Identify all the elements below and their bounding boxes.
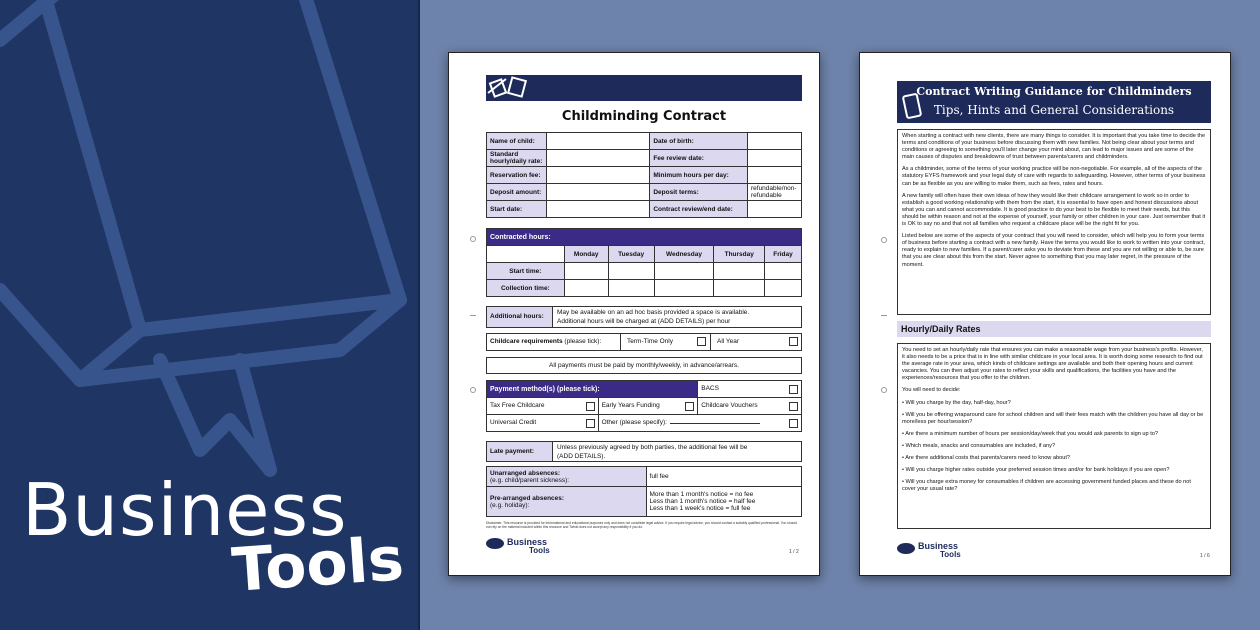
payment-checkbox[interactable] bbox=[789, 419, 798, 428]
intro-box bbox=[897, 129, 1211, 315]
footer-logo-tools: Tools bbox=[940, 550, 961, 559]
intro-paragraph: Listed below are some of the aspects of your contract that you will need to consider, which will help you to form your terms of business before starting a contract with a new family. Have the terms you would like to work to written into your contract, ready to explain to new families. If a parent/carer asks you to deviate from these and you are not willing or able to, be sure that you are clear about this from the start. Never agree to something that you may later regret, in the pressure of the moment. bbox=[902, 233, 1206, 268]
additional-hours-box bbox=[486, 306, 802, 328]
absences-table bbox=[486, 466, 802, 517]
field-label: Deposit amount: bbox=[487, 184, 547, 201]
footer-logo-business: Business bbox=[507, 537, 548, 547]
start-time-label: Start time: bbox=[487, 263, 565, 280]
payments-note: All payments must be paid by monthly/weekly, in advance/arrears. bbox=[486, 357, 802, 374]
fold-mark bbox=[881, 315, 887, 316]
punch-hole bbox=[881, 237, 887, 243]
punch-hole bbox=[470, 387, 476, 393]
field-value[interactable] bbox=[747, 201, 801, 218]
rates-paragraph: You need to set an hourly/daily rate that ensures you can make a reasonable wage from your business's profits. However, it also needs to be a price that is in line with similar childcare in your local area. It is worth doing some research to find out the average rate in your area, which kinds of childcare settings are available and both their opening hours and current vacancies. You can then adjust your rates to reflect your skills and qualifications, the facilities you have and the experiences/resources that you offer to the children. bbox=[902, 347, 1203, 382]
time-cell[interactable] bbox=[564, 263, 608, 280]
brand-tools-text: Tools bbox=[229, 524, 406, 606]
time-cell[interactable] bbox=[765, 263, 802, 280]
payment-checkbox[interactable] bbox=[685, 402, 694, 411]
details-row bbox=[487, 201, 802, 218]
time-cell[interactable] bbox=[765, 280, 802, 297]
field-label: Fee review date: bbox=[650, 150, 748, 167]
unarranged-value: full fee bbox=[646, 467, 801, 487]
payment-option-label: Universal Credit bbox=[490, 418, 537, 426]
details-row bbox=[487, 133, 802, 150]
field-label: Minimum hours per day: bbox=[650, 167, 748, 184]
logo-icon bbox=[486, 538, 504, 549]
punch-hole bbox=[881, 387, 887, 393]
time-cell[interactable] bbox=[654, 263, 714, 280]
day-header: Tuesday bbox=[608, 246, 654, 263]
late-payment-text-2: (ADD DETAILS). bbox=[557, 453, 606, 460]
field-label: Contract review/end date: bbox=[650, 201, 748, 218]
field-value[interactable] bbox=[747, 133, 801, 150]
payment-checkbox[interactable] bbox=[789, 385, 798, 394]
day-header: Friday bbox=[765, 246, 802, 263]
field-label: Reservation fee: bbox=[487, 167, 547, 184]
page-number: 1 / 6 bbox=[1200, 553, 1210, 559]
intro-paragraph: A new family will often have their own ideas of how they would like their childcare arrangement to work so in order to establish a good working relationship with them from the start, it is essential to have open and honest discussions about what you can and cannot accommodate. It is good practice to do your best to be flexible to meet their needs, but this should be within reason and not at the expense of yourself, your family or other children in your care. Just remember that it is OK to say no and that not all families who request a childcare place will be the right fit for you. bbox=[902, 192, 1206, 228]
punch-hole bbox=[470, 236, 476, 242]
rates-bullet: • Will you charge by the day, half-day, hour? bbox=[902, 399, 1011, 406]
field-label: Standard hourly/daily rate: bbox=[487, 150, 547, 167]
details-row bbox=[487, 167, 802, 184]
unarranged-label: Unarranged absences: bbox=[490, 469, 561, 477]
late-payment-text-1: Unless previously agreed by both parties, the additional fee will be bbox=[557, 444, 748, 451]
time-cell[interactable] bbox=[714, 280, 765, 297]
payment-option-label: Other (please specify): bbox=[601, 418, 667, 426]
payment-option-label: Early Years Funding bbox=[601, 401, 660, 409]
all-year-checkbox[interactable] bbox=[789, 337, 798, 346]
field-value[interactable] bbox=[546, 133, 649, 150]
rates-bullet: • Which meals, snacks and consumables are included, if any? bbox=[902, 442, 1056, 449]
documents-icon bbox=[486, 75, 546, 101]
time-cell[interactable] bbox=[714, 263, 765, 280]
requirements-label: Childcare requirements bbox=[490, 338, 563, 345]
unarranged-sub: (e.g. child/parent sickness): bbox=[490, 476, 570, 484]
late-payment-box bbox=[486, 441, 802, 462]
payment-option-label: Tax Free Childcare bbox=[490, 401, 545, 409]
all-year-label: All Year bbox=[717, 338, 740, 345]
late-payment-label: Late payment: bbox=[487, 442, 553, 461]
intro-paragraph: When starting a contract with new clients, there are many things to consider. It is important that you take time to decide the terms and conditions of your business before discussing them with new families. Not being clear about your terms and conditions or agreeing to something you'll later change your mind about, can lead to major issues and are some of the main causes of disputes and breakdowns of trust between parents/carers and childminders. bbox=[902, 133, 1206, 161]
time-cell[interactable] bbox=[608, 280, 654, 297]
brand-business-text: Business bbox=[22, 468, 348, 552]
prearranged-value: More than 1 month's notice = no fee bbox=[649, 491, 754, 498]
field-label: Start date: bbox=[487, 201, 547, 218]
payment-checkbox[interactable] bbox=[586, 402, 595, 411]
intro-paragraph: As a childminder, some of the terms of your working practice will be non-negotiable. For example, all of the aspects of the statutory EYFS framework and your legal duty of care with regards to safeguarding. However, other terms of your business can be as flexible as you are willing to make them, such as fees, rates and hours. bbox=[902, 166, 1206, 187]
guidance-subtitle: Tips, Hints and General Considerations bbox=[933, 103, 1175, 117]
requirements-box bbox=[486, 333, 802, 351]
guidance-page bbox=[859, 52, 1231, 576]
hours-title: Contracted hours: bbox=[487, 229, 802, 246]
field-value[interactable] bbox=[546, 201, 649, 218]
time-cell[interactable] bbox=[564, 280, 608, 297]
rates-bullet: • Are there a minimum number of hours per session/day/week that you would ask parents to sign up to? bbox=[902, 430, 1158, 437]
time-cell[interactable] bbox=[654, 280, 714, 297]
contract-page bbox=[448, 52, 820, 576]
term-time-label: Term-Time Only bbox=[627, 338, 673, 345]
field-value[interactable] bbox=[546, 167, 649, 184]
details-row bbox=[487, 184, 802, 201]
contract-header-bar bbox=[486, 75, 802, 101]
field-value[interactable] bbox=[546, 150, 649, 167]
day-header: Wednesday bbox=[654, 246, 714, 263]
payment-option-label: Childcare Vouchers bbox=[701, 401, 758, 409]
section-heading: Hourly/Daily Rates bbox=[897, 321, 1211, 337]
payment-checkbox[interactable] bbox=[789, 402, 798, 411]
details-table bbox=[486, 132, 802, 218]
additional-hours-text-1: May be available on an ad hoc basis provided a space is available. bbox=[557, 309, 750, 316]
day-header: Monday bbox=[564, 246, 608, 263]
field-value[interactable]: refundable/non-refundable bbox=[747, 184, 801, 201]
fold-mark bbox=[470, 315, 476, 316]
prearranged-value: Less than 1 week's notice = full fee bbox=[649, 505, 751, 512]
details-row bbox=[487, 150, 802, 167]
guidance-title: Contract Writing Guidance for Childminders bbox=[916, 85, 1192, 98]
other-specify-line[interactable] bbox=[670, 423, 760, 424]
footer-logo-business: Business bbox=[918, 541, 959, 551]
logo-icon bbox=[897, 543, 915, 554]
field-value[interactable] bbox=[747, 167, 801, 184]
payment-option-label: BACS bbox=[701, 384, 719, 392]
payment-title: Payment method(s) (please tick): bbox=[487, 381, 698, 398]
field-label: Date of birth: bbox=[650, 133, 748, 150]
brand-panel bbox=[0, 0, 418, 630]
rates-bullet: • Will you charge higher rates outside your preferred session times and/or for bank holidays if you are open? bbox=[902, 467, 1170, 474]
rates-bullet: • Will you charge extra money for consumables if children are accessing government funded places and these do not cover your usual rate? bbox=[902, 479, 1191, 493]
rates-paragraph: You will need to decide: bbox=[902, 387, 961, 394]
guidance-header bbox=[897, 81, 1211, 123]
time-cell[interactable] bbox=[608, 263, 654, 280]
additional-hours-label: Additional hours: bbox=[487, 307, 553, 327]
page-number: 1 / 2 bbox=[789, 549, 799, 555]
footer-logo-tools: Tools bbox=[529, 546, 550, 555]
contract-title: Childminding Contract bbox=[561, 109, 727, 124]
rates-bullet: • Are there additional costs that parents/carers need to know about? bbox=[902, 455, 1071, 462]
field-value[interactable] bbox=[747, 150, 801, 167]
payment-checkbox[interactable] bbox=[586, 419, 595, 428]
field-label: Name of child: bbox=[487, 133, 547, 150]
day-header: Thursday bbox=[714, 246, 765, 263]
prearranged-value: Less than 1 month's notice = half fee bbox=[649, 498, 756, 505]
disclaimer-text: Disclaimer: This resource is provided for informational and educational purposes only and does not constitute legal advice. If you require legal advice, you should contact a suitably qualified professional. You should not rely on the material included within this resource and Twinkl does not accept any responsibility if you do. bbox=[486, 521, 797, 529]
payment-table bbox=[486, 380, 802, 432]
prearranged-label: Pre-arranged absences: bbox=[490, 494, 565, 502]
hours-table bbox=[486, 228, 802, 297]
requirements-hint: (please tick): bbox=[564, 338, 602, 345]
additional-hours-text-2: Additional hours will be charged at (ADD DETAILS) per hour bbox=[557, 318, 731, 325]
field-label: Deposit terms: bbox=[650, 184, 748, 201]
rates-bullet: • Will you be offering wraparound care for school children and will their fees match with the children you have all day or be more/less per hour/session? bbox=[902, 411, 1204, 425]
prearranged-sub: (e.g. holiday): bbox=[490, 501, 530, 509]
term-time-checkbox[interactable] bbox=[697, 337, 706, 346]
field-value[interactable] bbox=[546, 184, 649, 201]
rates-box bbox=[897, 343, 1211, 529]
collection-time-label: Collection time: bbox=[487, 280, 565, 297]
